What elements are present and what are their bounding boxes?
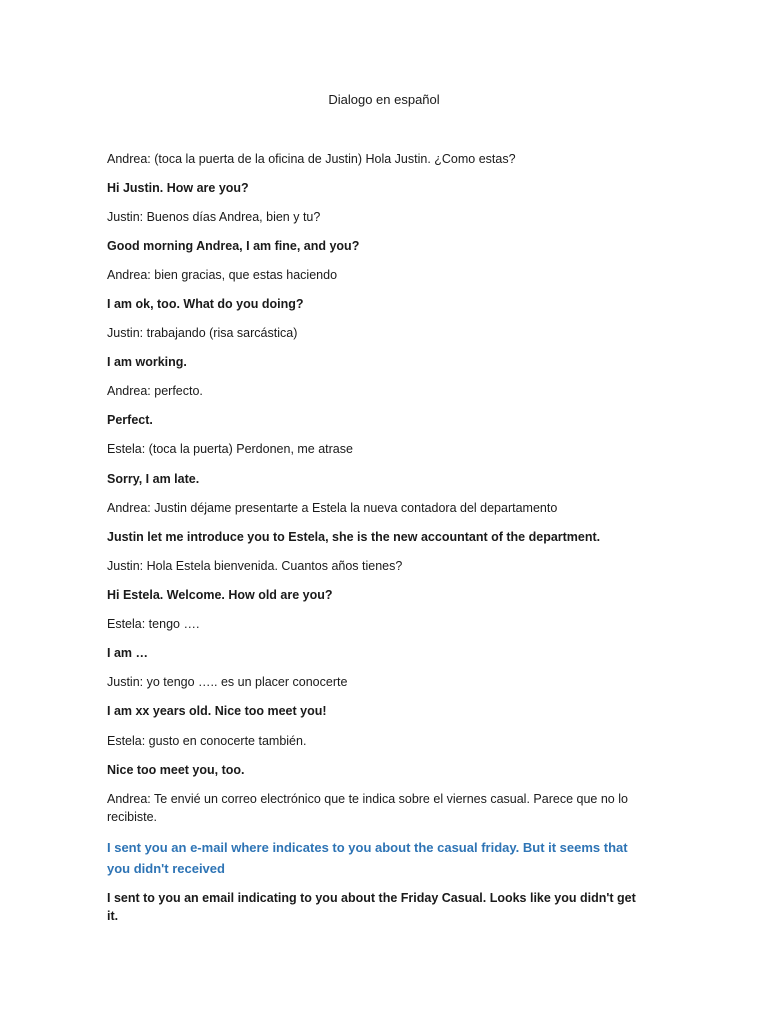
line-estela-1: Estela: (toca la puerta) Perdonen, me atrase	[107, 442, 353, 456]
line-justin-4: Justin: yo tengo ….. es un placer conocerte	[107, 675, 348, 689]
line-translation-1: Hi Justin. How are you?	[107, 181, 249, 195]
line-andrea-3: Andrea: perfecto.	[107, 384, 203, 398]
line-translation-5: Perfect.	[107, 413, 153, 427]
line-translation-3: I am ok, too. What do you doing?	[107, 297, 304, 311]
line-andrea-2: Andrea: bien gracias, que estas haciendo	[107, 268, 338, 282]
line-justin-2: Justin: trabajando (risa sarcástica)	[107, 326, 298, 340]
line-translation-8: Hi Estela. Welcome. How old are you?	[107, 588, 333, 602]
line-translation-2: Good morning Andrea, I am fine, and you?	[107, 239, 360, 253]
line-translation-11: Nice too meet you, too.	[107, 763, 245, 777]
line-translation-4: I am working.	[107, 355, 187, 369]
line-andrea-4: Andrea: Justin déjame presentarte a Estela la nueva contadora del departamento	[107, 501, 558, 515]
line-andrea-1: Andrea: (toca la puerta de la oficina de Justin) Hola Justin. ¿Como estas?	[107, 152, 516, 166]
line-estela-2: Estela: tengo ….	[107, 617, 200, 631]
line-translation-10: I am xx years old. Nice too meet you!	[107, 704, 327, 718]
line-andrea-5: Andrea: Te envié un correo electrónico que te indica sobre el viernes casual. Parece que no lo recibiste.	[107, 792, 628, 824]
line-estela-3: Estela: gusto en conocerte también.	[107, 734, 307, 748]
line-translation-6: Sorry, I am late.	[107, 472, 200, 486]
line-translation-9: I am …	[107, 646, 148, 660]
line-justin-1: Justin: Buenos días Andrea, bien y tu?	[107, 210, 321, 224]
line-justin-3: Justin: Hola Estela bienvenida. Cuantos años tienes?	[107, 559, 403, 573]
line-translation-7: Justin let me introduce you to Estela, she is the new accountant of the department.	[107, 530, 601, 544]
line-translation-12-highlighted: I sent you an e-mail where indicates to you about the casual friday. But it seems that you didn't received	[107, 840, 628, 876]
line-translation-13: I sent to you an email indicating to you about the Friday Casual. Looks like you didn't get it.	[107, 891, 636, 923]
page-title: Dialogo en español	[328, 92, 440, 107]
